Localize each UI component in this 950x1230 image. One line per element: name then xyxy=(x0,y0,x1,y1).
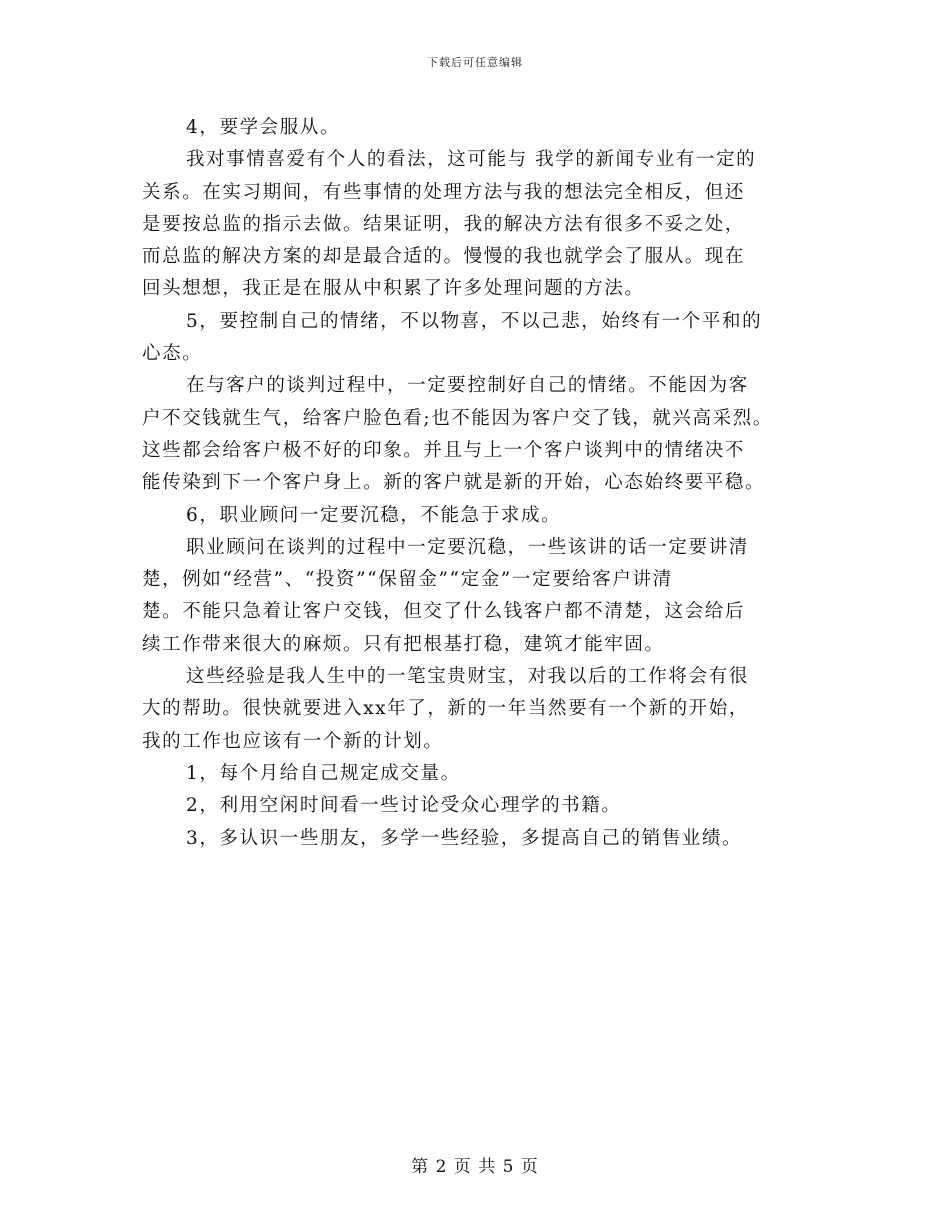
text-line: 1，每个月给自己规定成交量。 xyxy=(186,762,461,784)
text-line: 2，利用空闲时间看一些讨论受众心理学的书籍。 xyxy=(186,795,622,817)
text-line: 职业顾问在谈判的过程中一定要沉稳，一些该讲的话一定要讲清 xyxy=(186,536,749,558)
text-line: 这些都会给客户极不好的印象。并且与上一个客户谈判中的情绪决不 xyxy=(142,439,746,461)
text-line: 3，多认识一些朋友，多学一些经验，多提高自己的销售业绩。 xyxy=(186,827,743,849)
text-line: 6，职业顾问一定要沉稳，不能急于求成。 xyxy=(186,504,562,526)
text-line: 回头想想，我正是在服从中积累了许多处理问题的方法。 xyxy=(142,278,645,300)
text-line: 是要按总监的指示去做。结果证明，我的解决方法有很多不妥之处， xyxy=(142,213,746,235)
text-line: 在与客户的谈判过程中，一定要控制好自己的情绪。不能因为客 xyxy=(186,375,749,397)
text-line: 户不交钱就生气，给客户脸色看;也不能因为客户交了钱，就兴高采烈。 xyxy=(142,407,773,429)
text-line: 楚，例如“经营”、“投资”“保留金”“定金”一定要给客户讲清 xyxy=(142,569,673,591)
text-line: 而总监的解决方案的却是最合适的。慢慢的我也就学会了服从。现在 xyxy=(142,246,746,268)
text-line: 大的帮助。很快就要进入xx年了，新的一年当然要有一个新的开始， xyxy=(142,698,749,720)
page-footer: 第 2 页 共 5 页 xyxy=(411,1157,539,1177)
text-line: 我对事情喜爱有个人的看法，这可能与 我学的新闻专业有一定的 xyxy=(186,149,757,171)
text-line: 心态。 xyxy=(142,343,203,365)
text-line: 5，要控制自己的情绪，不以物喜，不以己悲，始终有一个平和的 xyxy=(186,310,763,332)
text-line: 能传染到下一个客户身上。新的客户就是新的开始，心态始终要平稳。 xyxy=(142,472,766,494)
text-line: 我的工作也应该有一个新的计划。 xyxy=(142,730,444,752)
page-header: 下载后可任意编辑 xyxy=(427,56,523,69)
text-line: 这些经验是我人生中的一笔宝贵财宝，对我以后的工作将会有很 xyxy=(186,666,749,688)
text-line: 关系。在实习期间，有些事情的处理方法与我的想法完全相反，但还 xyxy=(142,181,746,203)
document-body xyxy=(142,112,822,855)
text-line: 楚。不能只急着让客户交钱，但交了什么钱客户都不清楚，这会给后 xyxy=(142,601,746,623)
text-line: 4，要学会服从。 xyxy=(186,117,341,138)
text-line: 续工作带来很大的麻烦。只有把根基打稳，建筑才能牢固。 xyxy=(142,633,665,655)
